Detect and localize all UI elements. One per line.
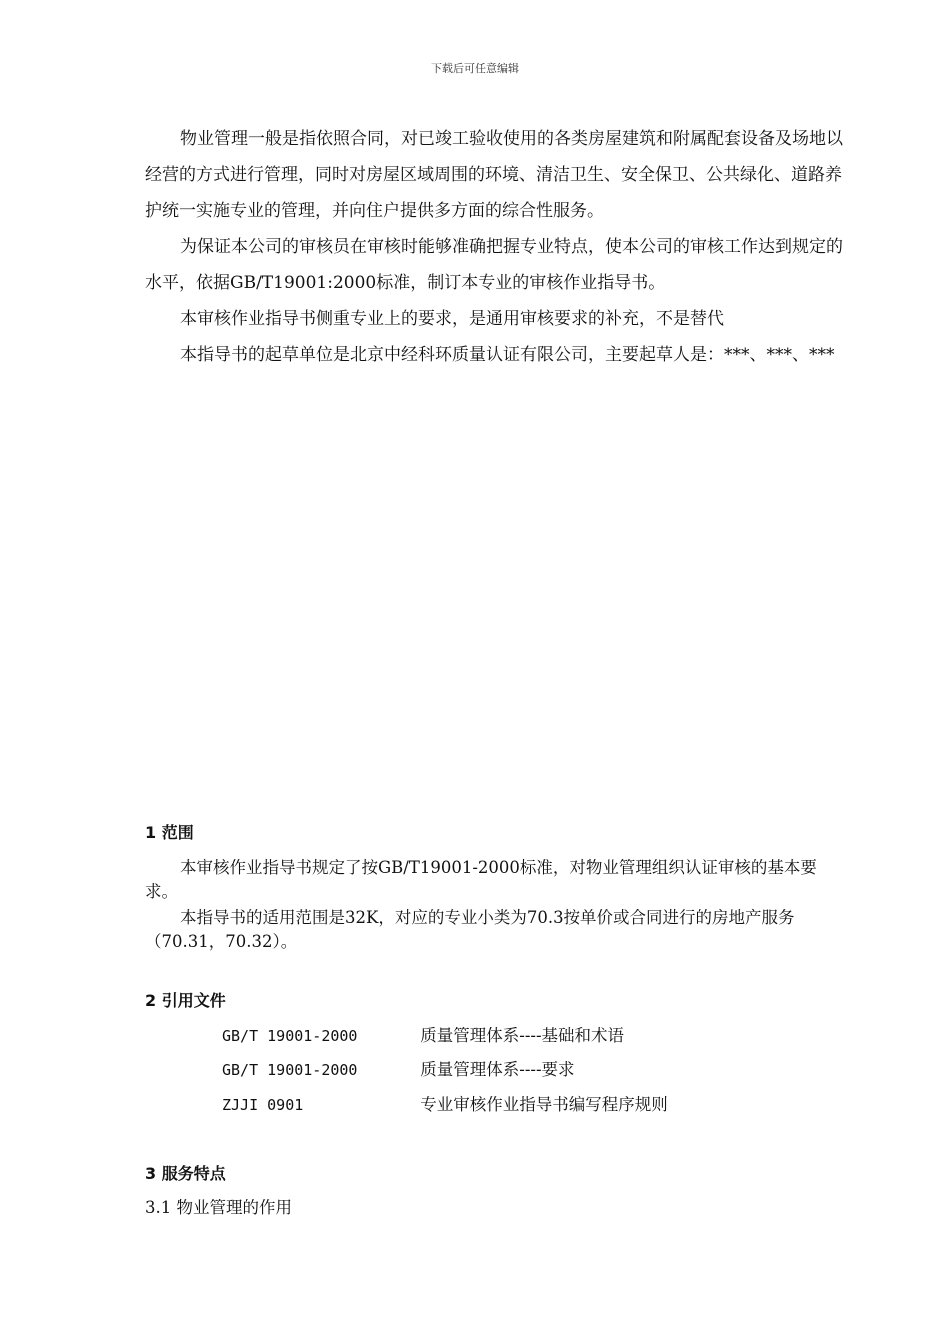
reference-code: GB/T 19001-2000 bbox=[222, 1061, 358, 1079]
reference-title: 质量管理体系----要求 bbox=[420, 1060, 575, 1079]
reference-code: GB/T 19001-2000 bbox=[222, 1027, 358, 1045]
section-1-heading: 1 范围 bbox=[145, 823, 194, 842]
reference-row bbox=[222, 1093, 822, 1117]
section-1-paragraph-2: 本指导书的适用范围是32K，对应的专业小类为70.3按单价或合同进行的房地产服务（70.31，70.32）。 bbox=[145, 908, 795, 951]
intro-paragraph-1: 物业管理一般是指依照合同，对已竣工验收使用的各类房屋建筑和附属配套设备及场地以经营的方式进行管理，同时对房屋区域周围的环境、清洁卫生、安全保卫、公共绿化、道路养护统一实施专业的管理，并向住户提供多方面的综合性服务。 bbox=[145, 129, 843, 221]
intro-paragraph-2: 为保证本公司的审核员在审核时能够准确把握专业特点，使本公司的审核工作达到规定的水平，依据GB/T19001:2000标准，制订本专业的审核作业指导书。 bbox=[145, 237, 843, 293]
page-header: 下载后可任意编辑 bbox=[431, 62, 519, 75]
reference-title: 专业审核作业指导书编写程序规则 bbox=[420, 1095, 668, 1114]
reference-row bbox=[222, 1058, 822, 1082]
reference-code: ZJJI 0901 bbox=[222, 1096, 304, 1114]
section-3-heading: 3 服务特点 bbox=[145, 1164, 226, 1183]
reference-title: 质量管理体系----基础和术语 bbox=[420, 1026, 625, 1045]
reference-row bbox=[222, 1024, 822, 1048]
section-3-1-heading: 3.1 物业管理的作用 bbox=[145, 1198, 292, 1217]
intro-paragraph-3: 本审核作业指导书侧重专业上的要求，是通用审核要求的补充，不是替代 bbox=[180, 309, 724, 329]
intro-paragraph-4: 本指导书的起草单位是北京中经科环质量认证有限公司，主要起草人是：***、***、*** bbox=[180, 345, 835, 365]
section-2-heading: 2 引用文件 bbox=[145, 991, 226, 1010]
section-1-paragraph-1: 本审核作业指导书规定了按GB/T19001-2000标准，对物业管理组织认证审核的基本要求。 bbox=[145, 858, 817, 901]
